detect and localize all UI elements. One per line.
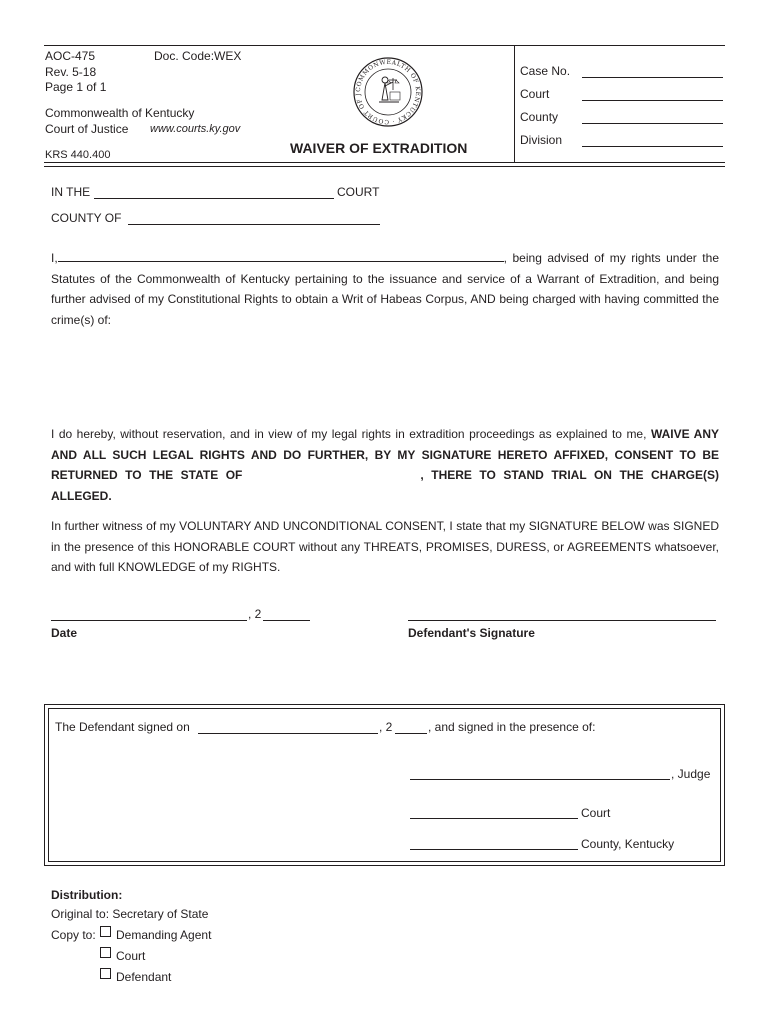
signed-year-prefix: , 2 <box>379 720 393 734</box>
intro-paragraph <box>51 248 719 330</box>
distribution-heading: Distribution: <box>51 888 123 902</box>
defendant-signature-label: Defendant's Signature <box>408 626 535 640</box>
defendant-signature-field[interactable] <box>408 620 716 621</box>
demanding-agent-label: Demanding Agent <box>116 928 212 942</box>
division-label: Division <box>520 133 563 147</box>
year-prefix: , 2 <box>248 607 262 621</box>
judge-signature-field[interactable] <box>410 779 670 780</box>
defendant-name-field[interactable] <box>58 249 504 262</box>
year-field[interactable] <box>263 620 310 621</box>
court-suffix: COURT <box>337 185 380 199</box>
intro-text: , being advised of my rights under the Statutes of the Commonwealth of Kentucky pertaining to the issuance and service of a Warrant of Extradition, and being further advised of my Constitutional Rights to obtain a Writ of Habeas Corpus, AND being charged with having committed the crime(s) of: <box>51 251 719 327</box>
website-link[interactable]: www.courts.ky.gov <box>150 123 241 135</box>
court-label: Court <box>520 87 550 101</box>
waiver-consent: WAIVE ANY AND ALL SUCH LEGAL RIGHTS AND DO FURTHER, BY MY SIGNATURE HERETO AFFIXED, CONSENT TO BE RETURNED TO THE STATE OF <box>51 427 719 482</box>
kentucky-seal <box>352 56 424 128</box>
witness-court-label: Court <box>581 806 611 820</box>
signed-year-field[interactable] <box>395 733 427 734</box>
date-label: Date <box>51 626 78 640</box>
judge-label: , Judge <box>671 767 711 781</box>
court-field[interactable] <box>582 100 723 101</box>
form-number: AOC-475 <box>45 49 96 63</box>
defendant-checkbox[interactable] <box>100 968 111 979</box>
statute-ref: KRS 440.400 <box>45 149 111 161</box>
page-number: Page 1 of 1 <box>45 80 107 94</box>
case-no-field[interactable] <box>582 77 723 78</box>
witness-county-field[interactable] <box>410 849 578 850</box>
presence-label: , and signed in the presence of: <box>428 720 596 734</box>
intro-i: I, <box>51 251 58 265</box>
county-label: County <box>520 110 559 124</box>
waiver-text: I do hereby, without reservation, and in view of my legal rights in extradition proceedings as explained to me, <box>51 427 647 441</box>
in-the-label: IN THE <box>51 185 91 199</box>
copy-to-label: Copy to: <box>51 928 96 942</box>
case-no-label: Case No. <box>520 64 571 78</box>
court-checkbox[interactable] <box>100 947 111 958</box>
witness-county-label: County, Kentucky <box>581 837 675 851</box>
distribution-original: Original to: Secretary of State <box>51 907 209 921</box>
signed-on-date-field[interactable] <box>198 733 378 734</box>
witness-paragraph: In further witness of my VOLUNTARY AND UNCONDITIONAL CONSENT, I state that my SIGNATURE BELOW was SIGNED in the presence of this HONORABLE COURT without any THREATS, PROMISES, DURESS, or AGREEMENTS whatsoever, and with full KNOWLEDGE of my RIGHTS. <box>51 519 719 574</box>
state-name: Commonwealth of Kentucky <box>45 106 195 120</box>
page-title: WAIVER OF EXTRADITION <box>290 140 468 156</box>
waiver-trial: , THERE TO STAND TRIAL ON THE CHARGE(S) ALLEGED. <box>51 468 719 503</box>
county-of-field[interactable] <box>128 224 380 225</box>
court-name: Court of Justice <box>45 122 129 136</box>
division-field[interactable] <box>582 146 723 147</box>
court-copy-label: Court <box>116 949 146 963</box>
date-field[interactable] <box>51 620 247 621</box>
waiver-paragraph <box>51 424 719 506</box>
doc-code: Doc. Code:WEX <box>154 49 242 63</box>
seal-text: COMMONWEALTH OF KENTUCKY · COURT OF J <box>354 58 422 126</box>
revision: Rev. 5-18 <box>45 65 97 79</box>
county-field[interactable] <box>582 123 723 124</box>
defendant-copy-label: Defendant <box>116 970 172 984</box>
county-of-label: COUNTY OF <box>51 211 122 225</box>
demanding-agent-checkbox[interactable] <box>100 926 111 937</box>
witness-court-field[interactable] <box>410 818 578 819</box>
signed-on-label: The Defendant signed on <box>55 720 190 734</box>
court-name-field[interactable] <box>94 198 334 199</box>
